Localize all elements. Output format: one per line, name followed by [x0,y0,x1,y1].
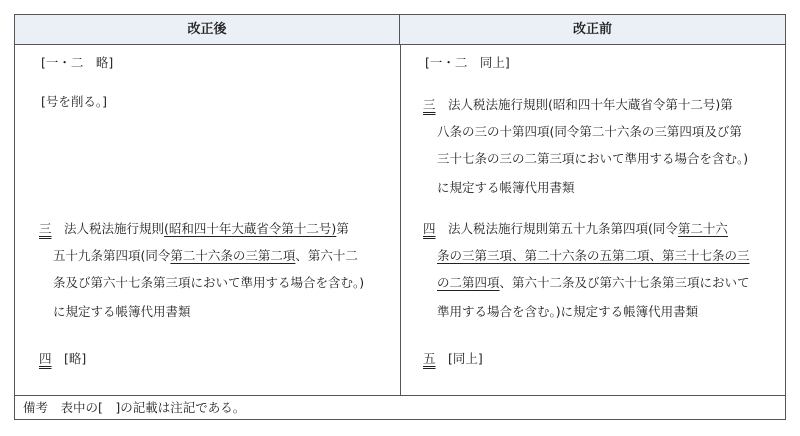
text-segment: 法人税法施行規則第五十九条第四項(同令 [448,221,678,236]
left-item-1-2: [一・二 略] [41,55,114,70]
changed-text: 第二十六 [677,221,728,236]
right-item-3-line-4: に規定する帳簿代用書類 [437,180,575,195]
left-item-deleted-note: [号を削る。] [41,94,108,109]
left-item-3-line-2 [53,242,358,269]
item-number: 四 [39,351,52,366]
item-number: 三 [423,97,436,112]
right-item-3-line-2: 八条の三の十第四項(同令第二十六条の三第四項及び第 [437,124,742,139]
text-segment: 法人税法施行規則 [64,221,165,236]
item-number: 三 [39,221,52,236]
right-item-3-line-3: 三十七条の三の二第三項において準用する場合を含む。) [437,151,749,166]
header-after: 改正後 [15,15,400,45]
left-item-3-line-3: 条及び第六十七条第三項において準用する場合を含む。) [53,275,365,290]
right-item-4 [423,215,728,242]
left-item-3 [39,215,349,242]
right-item-4-line-4: 準用する場合を含む。)に規定する帳簿代用書類 [437,304,699,319]
text-segment: 五十九条第四項(同令 [53,248,171,263]
text-segment: 法人税法施行規則(昭和四十年大蔵省令第十二号)第 [448,97,733,112]
text-segment: 、第六十二 [295,248,358,263]
item-number: 五 [423,351,436,366]
left-item-4 [39,345,86,372]
text-segment: [同上] [448,351,483,366]
right-item-1-2: [一・二 同上] [425,55,510,70]
left-item-3-line-4: に規定する帳簿代用書類 [53,304,191,319]
right-item-4-line-3 [437,269,750,296]
changed-text: 第二十六条の三第二項 [170,248,296,263]
column-divider [400,45,401,395]
footer-note: 備考 表中の[ ]の記載は注記である。 [23,400,246,415]
comparison-table [14,14,786,420]
right-item-3 [423,91,733,118]
text-segment: 、第六十二条及び第六十七条第三項において [499,275,750,290]
changed-text: の二第四項 [437,275,500,290]
text-segment: 第 [336,221,349,236]
right-item-4-line-2: 条の三第三項、第二十六条の五第二項、第三十七条の三 [437,248,750,263]
text-segment: [略] [64,351,87,366]
right-item-5 [423,345,483,372]
header-before: 改正前 [400,15,785,45]
changed-text: (昭和四十年大蔵省令第十二号) [164,221,337,236]
footer-divider [15,395,785,396]
item-number: 四 [423,221,436,236]
